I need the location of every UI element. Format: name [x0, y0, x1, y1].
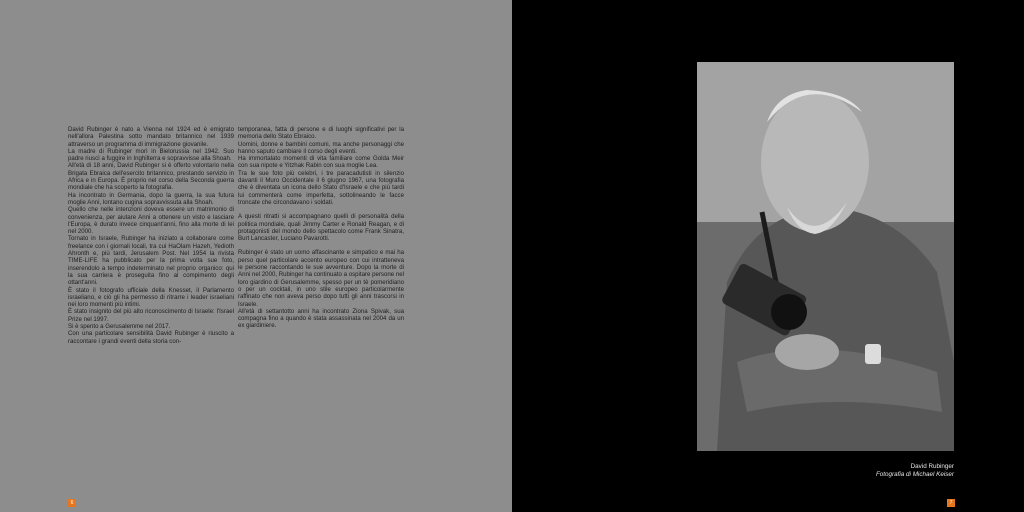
page-number-right: 7 [947, 499, 955, 507]
paragraph: All'età di 18 anni, David Rubinger si è offerto volontario nella Brigata Ebraica dell'esercito britannico, prestando servizio in Africa e in Europa. È proprio nel corso della Seconda guerra mondiale che ha scoperto la fotografia. [68, 162, 234, 192]
paragraph: All'età di settantotto anni ha incontrato Ziona Spivak, sua compagna fino a quando è stata assassinata nel 2004 da un ex giardiniere. [238, 307, 404, 330]
paragraph-spacer [238, 242, 404, 249]
paragraph: La madre di Rubinger morì in Bielorussia nel 1942. Suo padre riuscì a fuggire in Inghilterra e sopravvisse alla Shoah. [68, 147, 234, 163]
paragraph: Tra le sue foto più celebri, i tre paracadutisti in silenzio davanti il Muro Occidentale il 6 giugno 1967, una fotografia che è diventata un icona dello Stato d'Israele e che più tardi lui commenterà come imperfetta, sottolineando le facce troncate che circondavano i soldati. [238, 169, 404, 206]
page-number-left: 6 [68, 499, 76, 507]
paragraph: Con una particolare sensibilità David Rubinger è riuscito a raccontare i grandi eventi della storia con- [68, 330, 234, 345]
paragraph: David Rubinger è nato a Vienna nel 1924 ed è emigrato nell'allora Palestina sotto mandato britannico nel 1939 attraverso un programma di immigrazione giovanile. [68, 126, 234, 148]
paragraph: Tornato in Israele, Rubinger ha iniziato a collaborare come freelance con i giornali locali, tra cui HaOlam Hazeh, Yedioth Ahronth e, più tardi, Jerusalem Post. Nel 1954 la rivista TIME-LIFE ha pubblicato per la prima volta sue foto, inserendolo a tempo indeterminato nel proprio organico: qui la sua carriera è proseguita fino al compimento degli ottant'anni. [68, 235, 234, 287]
paragraph: Uomini, donne e bambini comuni, ma anche personaggi che hanno saputo cambiare il corso degli eventi. [238, 140, 404, 155]
paragraph: A questi ritratti si accompagnano quelli di personalità della politica mondiale, quali Jimmy Carter e Ronald Reagan, e di protagonisti del mondo dello spettacolo come Frank Sinatra, Burt Lancaster, Luciano Pavarotti. [238, 213, 404, 243]
paragraph-spacer [238, 206, 404, 213]
paragraph: Si è spento a Gerusalemme nel 2017. [68, 323, 171, 331]
paragraph: Ha immortalato momenti di vita familiare come Golda Meir con sua nipote e Yitzhak Rabin con sua moglie Lea. [238, 155, 404, 170]
paragraph: Rubinger è stato un uomo affascinante e simpatico e mai ha perso quel particolare accento europeo con cui intratteneva le persone raccontando le sue avventure. Dopo la morte di Anni nel 2000, Rubinger ha continuato a ospitare persone nel loro giardino di Gerusalemme, spesso per un tè pomeridiano o per un cocktail, in uno stile europeo particolarmente raffinato che non aveva perso dopo tutti gli anni trascorsi in Israele. [238, 249, 404, 308]
caption-name: David Rubinger [910, 463, 954, 470]
paragraph: Ha incontrato in Germania, dopo la guerra, la sua futura moglie Anni, lontano cugina sopravvissuta alla Shoah. [68, 191, 234, 206]
paragraph: temporanea, fatta di persone e di luoghi significativi per la memoria dello Stato Ebraico. [238, 126, 404, 141]
portrait-photo [697, 62, 954, 451]
portrait-illustration [697, 62, 954, 451]
text-column-1 [68, 126, 234, 345]
photo-caption [876, 463, 954, 479]
text-column-2 [238, 126, 404, 330]
paragraph: Quello che nelle intenzioni doveva essere un matrimonio di convenienza, per aiutare Anni a ottenere un visto e lasciare l'Europa, è durato invece cinquant'anni, fino alla morte di lei nel 2000. [68, 206, 234, 236]
caption-credit: Fotografia di Michael Keiser [875, 471, 954, 478]
paragraph: È stato insignito del più alto riconoscimento di Israele: l'Israel Prize nel 1997. [68, 308, 234, 323]
paragraph: È stato il fotografo ufficiale della Knesset, il Parlamento israeliano, e ciò gli ha permesso di ritrarre i leader israeliani nei loro momenti più intimi. [68, 286, 234, 309]
